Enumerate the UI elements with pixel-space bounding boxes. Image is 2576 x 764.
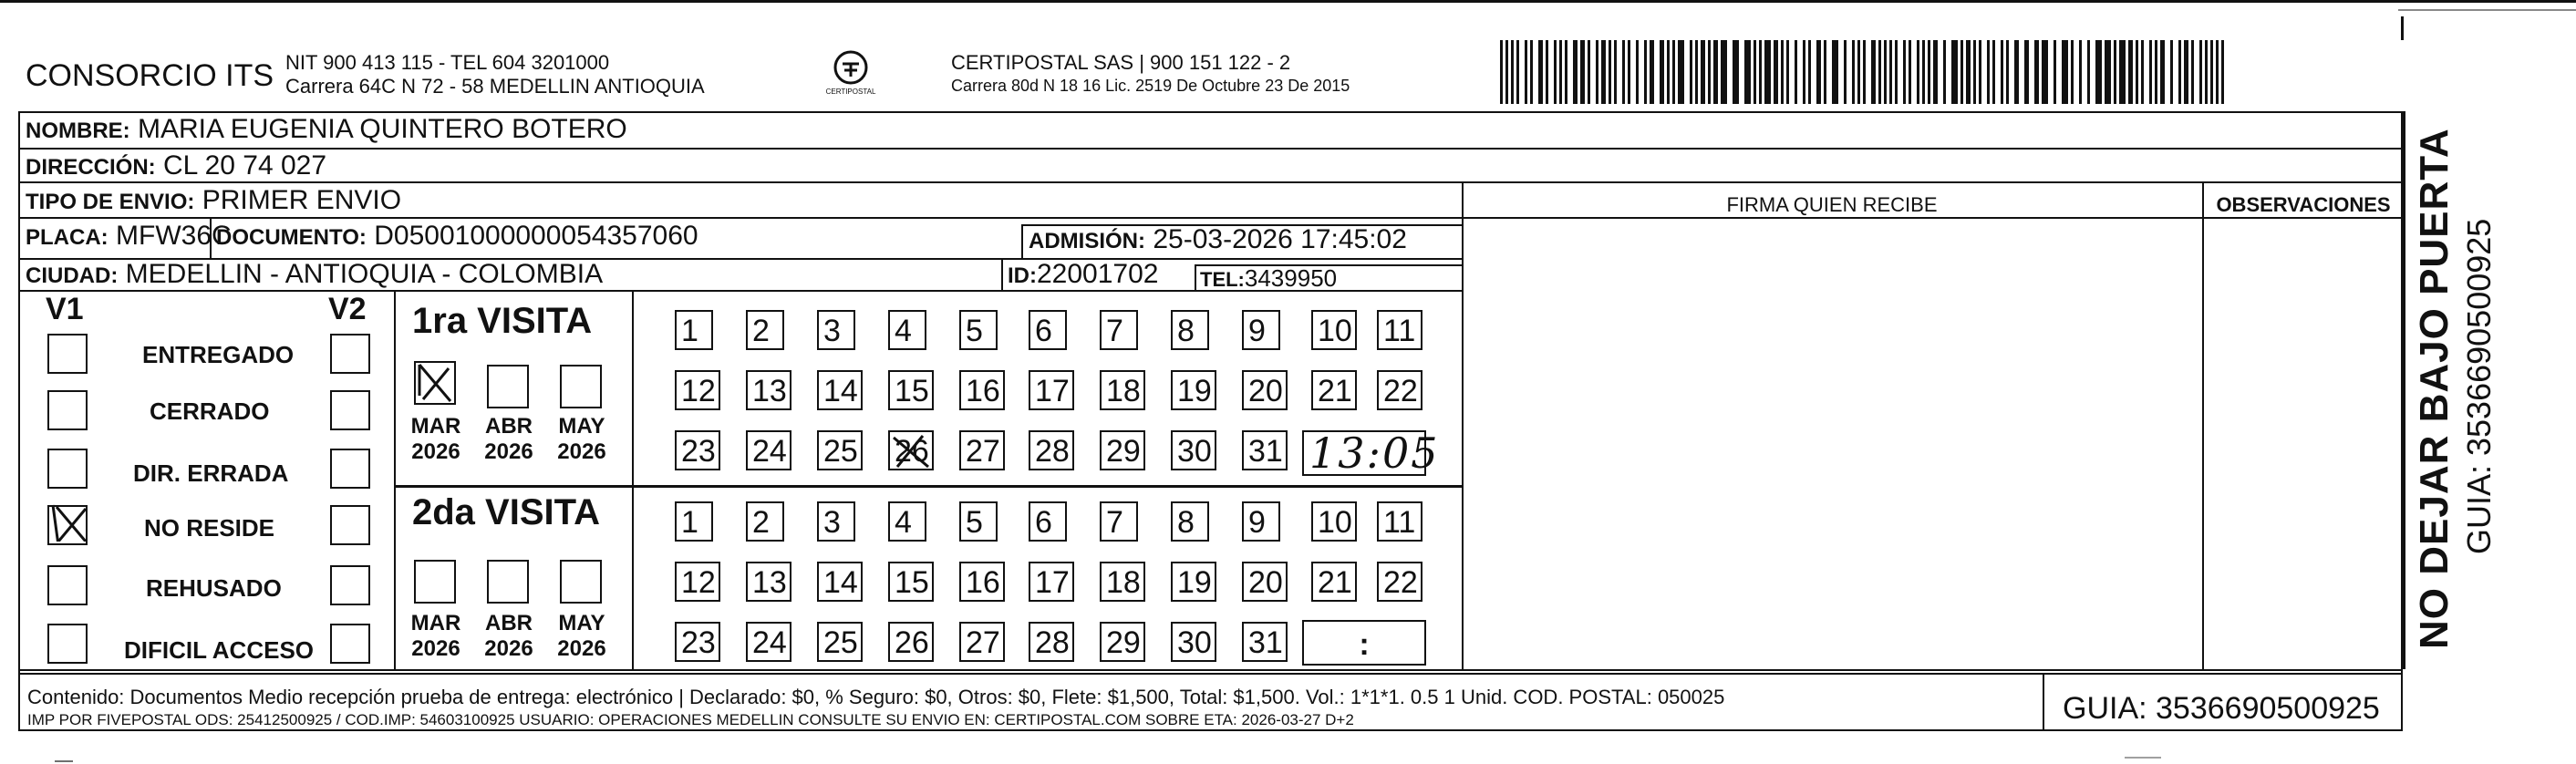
id-row <box>1008 259 1158 290</box>
second-visit-day-5-box[interactable] <box>959 501 998 542</box>
first-visit-day-label: 2 <box>752 314 770 348</box>
first-visit-day-22-box[interactable] <box>1377 370 1422 410</box>
second-visit-day-25-box[interactable] <box>817 622 863 662</box>
second-visit-day-22-box[interactable] <box>1377 562 1422 602</box>
first-visit-day-label: 3 <box>823 314 841 348</box>
admision-row <box>1029 224 1407 255</box>
second-visit-day-label: 15 <box>895 565 929 600</box>
second-visit-day-label: 22 <box>1383 565 1418 600</box>
second-visit-day-label: 26 <box>895 625 929 660</box>
second-visit-day-label: 20 <box>1248 565 1283 600</box>
second-visit-day-label: 18 <box>1106 565 1141 600</box>
first-visit-day-14-box[interactable] <box>817 370 863 410</box>
second-visit-day-label: 1 <box>681 505 698 540</box>
second-visit-month-may-box[interactable] <box>560 560 602 604</box>
first-visit-month-abr-box[interactable] <box>487 365 529 408</box>
footer-imp-line: IMP POR FIVEPOSTAL ODS: 25412500925 / COD.IMP: 54603100925 USUARIO: OPERACIONES MEDELLIN CONSULTE SU ENVIO EN: CERTIPOSTAL.COM SOBRE ETA: 2026-03-27 D+2 <box>27 711 1354 728</box>
v1-dir-errada-checkbox[interactable] <box>47 449 88 489</box>
direccion-row <box>26 150 326 181</box>
second-visit-day-label: 30 <box>1177 625 1212 660</box>
first-month-abr-label: ABR 2026 <box>484 414 533 464</box>
first-visit-day-label: 11 <box>1383 314 1416 348</box>
second-visit-day-3-box[interactable] <box>817 501 855 542</box>
first-visit-day-24-box[interactable] <box>746 430 791 470</box>
second-visit-day-label: 19 <box>1177 565 1212 600</box>
second-visit-day-20-box[interactable] <box>1242 562 1288 602</box>
second-month-may-label: MAY 2026 <box>557 611 606 661</box>
second-visit-day-label: 14 <box>823 565 858 600</box>
second-month-mar-label: MAR 2026 <box>410 611 461 661</box>
first-visit-day-label: 10 <box>1318 314 1352 348</box>
second-visit-day-11-box[interactable] <box>1377 501 1422 542</box>
v2-label: V2 <box>328 292 367 326</box>
first-visit-title: 1ra VISITA <box>412 301 593 341</box>
first-visit-day-label: 6 <box>1035 314 1052 348</box>
v1-no-reside-checkbox-checked[interactable] <box>47 505 88 545</box>
first-visit-day-26-box[interactable] <box>888 430 934 470</box>
first-visit-day-25-box[interactable] <box>817 430 863 470</box>
first-visit-day-label: 18 <box>1106 374 1141 408</box>
first-visit-month-may-box[interactable] <box>560 365 602 408</box>
first-visit-day-label: 8 <box>1177 314 1195 348</box>
handwritten-x-icon <box>414 361 456 405</box>
first-visit-day-27-box[interactable] <box>959 430 1005 470</box>
ciudad-value: MEDELLIN - ANTIOQUIA - COLOMBIA <box>125 259 604 289</box>
first-visit-day-19-box[interactable] <box>1171 370 1216 410</box>
second-visit-day-label: 5 <box>966 505 983 540</box>
second-visit-day-label: 8 <box>1177 505 1195 540</box>
top-dash <box>2398 9 2576 11</box>
admision-value: 25-03-2026 17:45:02 <box>1153 224 1407 254</box>
placa-label: PLACA: <box>26 225 109 250</box>
tipo-label: TIPO DE ENVIO: <box>26 190 195 214</box>
company-name: CONSORCIO ITS <box>26 58 274 93</box>
first-visit-day-label: 7 <box>1106 314 1123 348</box>
second-visit-day-label: 17 <box>1035 565 1070 600</box>
first-visit-day-11-box[interactable] <box>1377 310 1422 350</box>
second-visit-day-label: 7 <box>1106 505 1123 540</box>
handwritten-check-icon <box>46 501 86 542</box>
first-visit-day-1-box[interactable] <box>675 310 713 350</box>
tipo-value: PRIMER ENVIO <box>202 185 402 215</box>
second-visit-day-label: 4 <box>895 505 912 540</box>
first-visit-day-3-box[interactable] <box>817 310 855 350</box>
second-visit-day-label: 16 <box>966 565 1000 600</box>
company-address: Carrera 64C N 72 - 58 MEDELLIN ANTIOQUIA <box>285 75 705 98</box>
admision-label: ADMISIÓN: <box>1029 229 1145 253</box>
first-visit-day-18-box[interactable] <box>1100 370 1145 410</box>
second-visit-day-label: 2 <box>752 505 770 540</box>
second-visit-day-label: 27 <box>966 625 1000 660</box>
option-no-reside: NO RESIDE <box>144 514 275 542</box>
second-visit-day-30-box[interactable] <box>1171 622 1216 662</box>
nombre-value: MARIA EUGENIA QUINTERO BOTERO <box>138 114 627 144</box>
first-visit-day-29-box[interactable] <box>1100 430 1145 470</box>
second-visit-day-26-box[interactable] <box>888 622 934 662</box>
id-value: 22001702 <box>1037 259 1159 289</box>
second-visit-month-mar-box[interactable] <box>414 560 456 604</box>
first-month-may-label: MAY 2026 <box>557 414 606 464</box>
v1-cerrado-checkbox[interactable] <box>47 390 88 430</box>
first-visit-day-label: 4 <box>895 314 912 348</box>
first-visit-day-9-box[interactable] <box>1242 310 1280 350</box>
first-visit-day-17-box[interactable] <box>1029 370 1074 410</box>
first-visit-day-label: 17 <box>1035 374 1070 408</box>
second-visit-time-separator: : <box>1359 627 1370 662</box>
second-visit-day-9-box[interactable] <box>1242 501 1280 542</box>
carrier-address: Carrera 80d N 18 16 Lic. 2519 De Octubre 23 De 2015 <box>951 77 1350 95</box>
top-border <box>0 0 2576 3</box>
guia-vertical: GUIA: 3536690500925 <box>2460 218 2498 554</box>
tel-value: 3439950 <box>1244 264 1338 292</box>
second-visit-day-2-box[interactable] <box>746 501 784 542</box>
barcode <box>1500 40 2229 104</box>
ciudad-label: CIUDAD: <box>26 263 119 288</box>
second-visit-day-label: 6 <box>1035 505 1052 540</box>
second-visit-day-label: 31 <box>1248 625 1283 660</box>
first-visit-day-label: 21 <box>1318 374 1352 408</box>
v2-dificil-acceso-checkbox[interactable] <box>330 624 370 664</box>
second-visit-day-17-box[interactable] <box>1029 562 1074 602</box>
first-visit-day-label: 30 <box>1177 434 1212 469</box>
option-entregado: ENTREGADO <box>142 341 295 368</box>
documento-value: D05001000000054357060 <box>374 221 698 251</box>
corner-mark <box>2401 16 2404 40</box>
second-visit-day-label: 13 <box>752 565 787 600</box>
second-visit-day-28-box[interactable] <box>1029 622 1074 662</box>
first-visit-month-mar-box-checked[interactable] <box>414 361 456 405</box>
direccion-label: DIRECCIÓN: <box>26 155 156 180</box>
first-visit-day-20-box[interactable] <box>1242 370 1288 410</box>
second-visit-day-16-box[interactable] <box>959 562 1005 602</box>
option-dificil-acceso: DIFICIL ACCESO <box>124 636 315 664</box>
option-cerrado: CERRADO <box>150 397 270 425</box>
first-visit-day-10-box[interactable] <box>1311 310 1357 350</box>
first-visit-day-30-box[interactable] <box>1171 430 1216 470</box>
first-visit-day-label: 14 <box>823 374 858 408</box>
first-visit-day-23-box[interactable] <box>675 430 720 470</box>
second-visit-day-29-box[interactable] <box>1100 622 1145 662</box>
first-visit-day-4-box[interactable] <box>888 310 926 350</box>
v2-cerrado-checkbox[interactable] <box>330 390 370 430</box>
second-visit-day-label: 21 <box>1318 565 1352 600</box>
nit-line: NIT 900 413 115 - TEL 604 3201000 <box>285 51 610 74</box>
handwritten-strike-icon <box>888 430 934 470</box>
placa-row <box>26 221 232 252</box>
first-visit-day-label: 24 <box>752 434 787 469</box>
first-visit-time-handwritten: 13:05 <box>1309 428 1440 478</box>
first-visit-day-28-box[interactable] <box>1029 430 1074 470</box>
second-visit-title: 2da VISITA <box>412 492 600 532</box>
first-visit-day-label: 19 <box>1177 374 1212 408</box>
second-month-abr-label: ABR 2026 <box>484 611 533 661</box>
second-visit-day-21-box[interactable] <box>1311 562 1357 602</box>
first-visit-day-label: 16 <box>966 374 1000 408</box>
first-visit-day-label: 15 <box>895 374 929 408</box>
second-visit-day-10-box[interactable] <box>1311 501 1357 542</box>
first-visit-day-label: 9 <box>1248 314 1266 348</box>
second-visit-day-label: 12 <box>681 565 716 600</box>
firma-header: FIRMA QUIEN RECIBE <box>1726 193 1938 216</box>
footer-content-line: Contenido: Documentos Medio recepción prueba de entrega: electrónico | Declarado: $0, % Seguro: $0, Otros: $0, Flete: $1,500, Total: $1,500. Vol.: 1*1*1. 0.5 1 Unid. COD. POSTAL: 050025 <box>27 686 1725 708</box>
second-visit-month-abr-box[interactable] <box>487 560 529 604</box>
v2-dir-errada-checkbox[interactable] <box>330 449 370 489</box>
second-visit-day-label: 24 <box>752 625 787 660</box>
documento-row <box>216 221 698 252</box>
first-visit-day-label: 13 <box>752 374 787 408</box>
first-visit-day-label: 26 <box>895 434 929 469</box>
first-visit-day-7-box[interactable] <box>1100 310 1138 350</box>
first-visit-day-label: 31 <box>1248 434 1283 469</box>
second-visit-day-label: 23 <box>681 625 716 660</box>
carrier-line: CERTIPOSTAL SAS | 900 151 122 - 2 <box>951 51 1291 74</box>
first-visit-day-label: 25 <box>823 434 858 469</box>
second-visit-day-31-box[interactable] <box>1242 622 1288 662</box>
direccion-value: CL 20 74 027 <box>163 150 327 181</box>
certipostal-logo <box>825 47 876 102</box>
v2-no-reside-checkbox[interactable] <box>330 505 370 545</box>
first-visit-day-label: 22 <box>1383 374 1418 408</box>
second-visit-time-box[interactable] <box>1302 620 1426 666</box>
nombre-row <box>26 114 627 145</box>
v1-dificil-acceso-checkbox[interactable] <box>47 624 88 664</box>
first-visit-day-label: 5 <box>966 314 983 348</box>
second-visit-day-6-box[interactable] <box>1029 501 1067 542</box>
barcode-graphic <box>1500 40 2229 104</box>
second-visit-day-23-box[interactable] <box>675 622 720 662</box>
first-visit-day-5-box[interactable] <box>959 310 998 350</box>
nombre-label: NOMBRE: <box>26 119 130 143</box>
second-visit-day-12-box[interactable] <box>675 562 720 602</box>
second-visit-day-label: 25 <box>823 625 858 660</box>
first-visit-day-label: 27 <box>966 434 1000 469</box>
second-visit-day-4-box[interactable] <box>888 501 926 542</box>
first-visit-day-label: 20 <box>1248 374 1283 408</box>
second-visit-day-label: 9 <box>1248 505 1266 540</box>
observaciones-header: OBSERVACIONES <box>2216 193 2391 216</box>
second-visit-day-label: 10 <box>1318 505 1352 540</box>
no-dejar-bajo-puerta-notice: NO DEJAR BAJO PUERTA <box>2412 128 2457 649</box>
option-dir-errada: DIR. ERRADA <box>133 459 289 487</box>
first-visit-day-12-box[interactable] <box>675 370 720 410</box>
first-visit-day-13-box[interactable] <box>746 370 791 410</box>
second-visit-day-13-box[interactable] <box>746 562 791 602</box>
first-visit-day-31-box[interactable] <box>1242 430 1288 470</box>
ciudad-row <box>26 259 603 290</box>
second-visit-day-8-box[interactable] <box>1171 501 1209 542</box>
first-visit-day-16-box[interactable] <box>959 370 1005 410</box>
v1-entregado-checkbox[interactable] <box>47 334 88 374</box>
second-visit-day-19-box[interactable] <box>1171 562 1216 602</box>
first-visit-day-21-box[interactable] <box>1311 370 1357 410</box>
v1-label: V1 <box>46 292 84 326</box>
tel-row <box>1200 264 1337 293</box>
second-visit-day-label: 11 <box>1383 505 1416 540</box>
first-visit-day-15-box[interactable] <box>888 370 934 410</box>
placa-value: MFW36C <box>116 221 232 251</box>
id-label: ID: <box>1008 263 1037 288</box>
documento-label: DOCUMENTO: <box>216 225 367 250</box>
v2-rehusado-checkbox[interactable] <box>330 565 370 605</box>
second-visit-day-label: 3 <box>823 505 841 540</box>
first-month-mar-label: MAR 2026 <box>410 414 461 464</box>
first-visit-day-label: 1 <box>681 314 698 348</box>
second-visit-day-15-box[interactable] <box>888 562 934 602</box>
v1-rehusado-checkbox[interactable] <box>47 565 88 605</box>
logo-caption: CERTIPOSTAL <box>825 88 876 96</box>
footer-guia: GUIA: 3536690500925 <box>2063 691 2380 726</box>
first-visit-day-2-box[interactable] <box>746 310 784 350</box>
first-visit-time-box[interactable] <box>1302 428 1440 478</box>
option-rehusado: REHUSADO <box>146 574 282 602</box>
first-visit-day-label: 29 <box>1106 434 1141 469</box>
tel-label: TEL: <box>1200 268 1245 291</box>
second-visit-day-label: 29 <box>1106 625 1141 660</box>
first-visit-day-6-box[interactable] <box>1029 310 1067 350</box>
first-visit-day-label: 12 <box>681 374 716 408</box>
second-visit-day-label: 28 <box>1035 625 1070 660</box>
second-visit-day-24-box[interactable] <box>746 622 791 662</box>
tipo-row <box>26 185 401 216</box>
first-visit-day-label: 23 <box>681 434 716 469</box>
second-visit-day-18-box[interactable] <box>1100 562 1145 602</box>
v2-entregado-checkbox[interactable] <box>330 334 370 374</box>
second-visit-day-1-box[interactable] <box>675 501 713 542</box>
second-visit-day-7-box[interactable] <box>1100 501 1138 542</box>
second-visit-day-14-box[interactable] <box>817 562 863 602</box>
first-visit-day-label: 28 <box>1035 434 1070 469</box>
first-visit-day-8-box[interactable] <box>1171 310 1209 350</box>
second-visit-day-27-box[interactable] <box>959 622 1005 662</box>
